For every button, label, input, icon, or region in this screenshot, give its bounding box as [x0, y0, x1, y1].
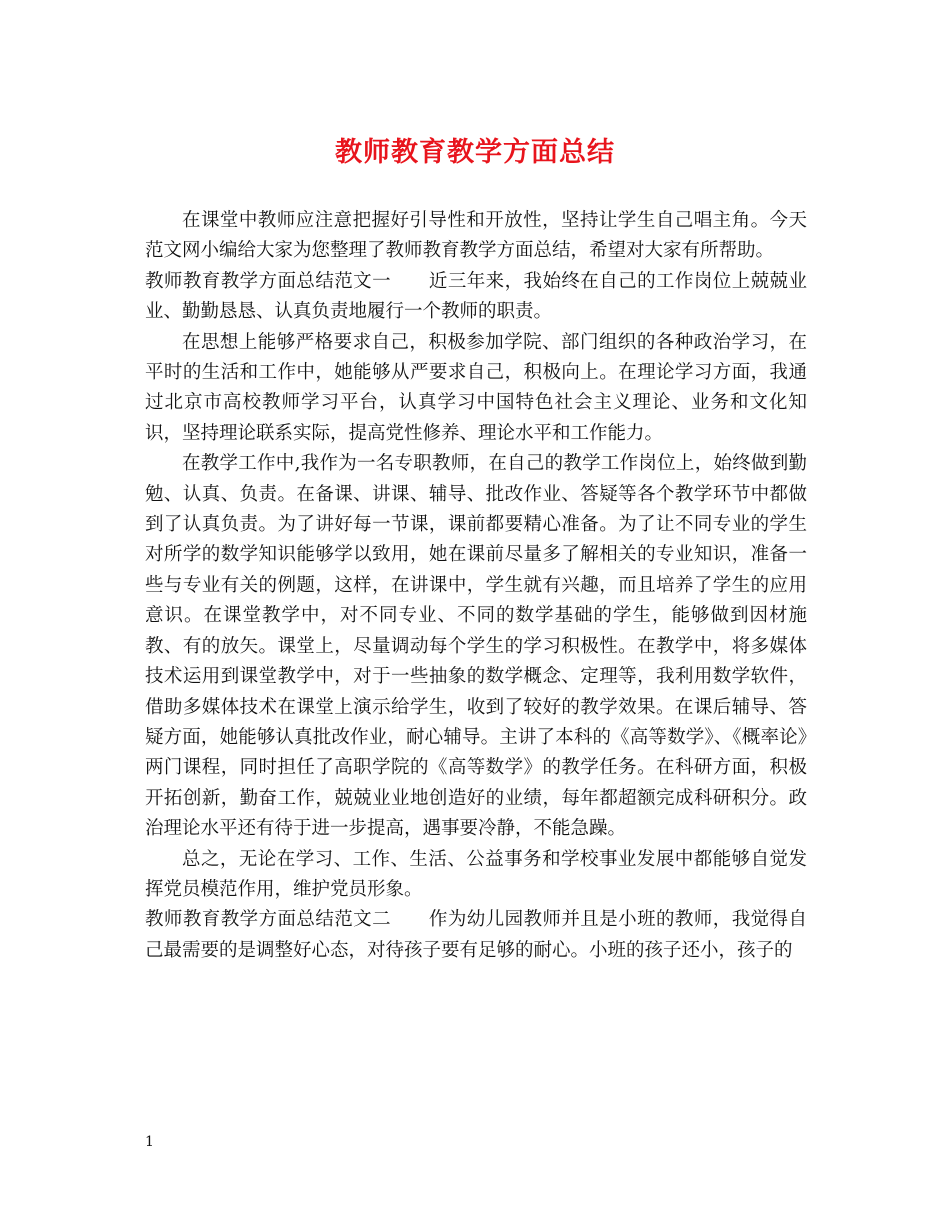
page-number: 1 [145, 1134, 154, 1150]
paragraph-sample-one-heading: 教师教育教学方面总结范文一 近三年来，我始终在自己的工作岗位上兢兢业业、勤勤恳恳、认真负责地履行一个教师的职责。 [145, 270, 807, 323]
paragraph-sample-two-heading: 教师教育教学方面总结范文二 作为幼儿园教师并且是小班的教师，我觉得自己最需要的是调整好心态，对待孩子要有足够的耐心。小班的孩子还小，孩子的 [145, 909, 807, 961]
paragraph-intro: 在课堂中教师应注意把握好引导性和开放性，坚持让学生自己唱主角。今天范文网小编给大家为您整理了教师教育教学方面总结，希望对大家有所帮助。 [145, 210, 807, 262]
document-body [145, 206, 807, 966]
paragraph-thought: 在思想上能够严格要求自己，积极参加学院、部门组织的各种政治学习，在平时的生活和工作中，她能够从严要求自己，积极向上。在理论学习方面，我通过北京市高校教师学习平台，认真学习中国特色社会主义理论、业务和文化知识，坚持理论联系实际，提高党性修养、理论水平和工作能力。 [145, 331, 807, 444]
paragraph-conclusion: 总之，无论在学习、工作、生活、公益事务和学校事业发展中都能够自觉发挥党员模范作用，维护党员形象。 [145, 848, 807, 900]
document-title: 教师教育教学方面总结 [335, 137, 615, 168]
paragraph-teaching-work: 在教学工作中,我作为一名专职教师，在自己的教学工作岗位上，始终做到勤勉、认真、负责。在备课、讲课、辅导、批改作业、答疑等各个教学环节中都做到了认真负责。为了讲好每一节课，课前都要精心准备。为了让不同专业的学生对所学的数学知识能够学以致用，她在课前尽量多了解相关的专业知识，准备一些与专业有关的例题，这样，在讲课中，学生就有兴趣，而且培养了学生的应用意识。在课堂教学中，对不同专业、不同的数学基础的学生，能够做到因材施教、有的放矢。课堂上，尽量调动每个学生的学习积极性。在教学中，将多媒体技术运用到课堂教学中，对于一些抽象的数学概念、定理等，我利用数学软件，借助多媒体技术在课堂上演示给学生，收到了较好的教学效果。在课后辅导、答疑方面，她能够认真批改作业，耐心辅导。主讲了本科的《高等数学》、《概率论》两门课程，同时担任了高职学院的《高等数学》的教学任务。在科研方面，积极开拓创新，勤奋工作，兢兢业业地创造好的业绩，每年都超额完成科研积分。政治理论水平还有待于进一步提高，遇事要冷静，不能急躁。 [145, 453, 807, 840]
